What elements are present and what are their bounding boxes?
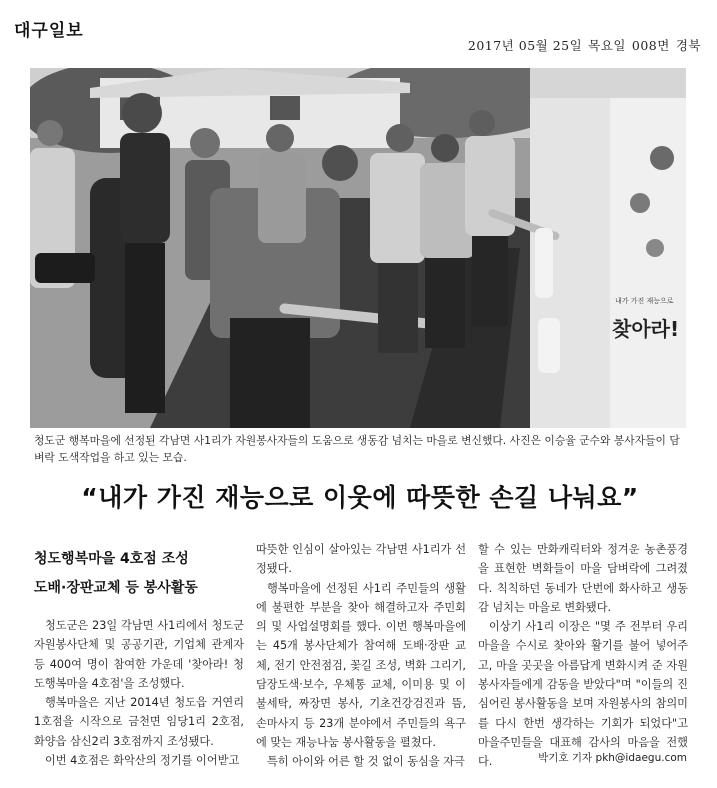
paragraph: 할 수 있는 만화캐릭터와 정겨운 농촌풍경을 표현한 벽화들이 마을 담벼락에 그려졌다. 칙칙하던 동네가 단번에 화사하고 생동감 넘치는 마을로 변화됐다. — [478, 543, 688, 614]
article-column-3 — [478, 540, 688, 772]
article-subhead-2: 도배·장판교체 등 봉사활동 — [34, 580, 198, 596]
photo-illustration — [30, 68, 686, 428]
dateline — [468, 36, 701, 54]
newspaper-name: 대구일보 — [14, 21, 84, 41]
paragraph: 특히 아이와 어른 할 것 없이 동심을 자극 — [267, 755, 465, 769]
wall-mural-caption: 내가 가진 재능으로 — [615, 297, 674, 305]
article-headline: “내가 가진 재능으로 이웃에 따뜻한 손길 나눠요” — [81, 483, 639, 512]
paragraph: 이번 4호점은 화악산의 정기를 이어받고 — [45, 754, 240, 768]
paragraph: 행복마을에 선정된 사1리 주민들의 생활에 불편한 부분을 찾아 해결하고자 주민회의 및 사업설명회를 했다. 이번 행복마을에는 45개 봉사단체가 참여해 도배·장판 교체, 전기 안전점검, 꽃길 조성, 벽화 그리기, 담장도색·보수, 우체통 교체, 이미용 및 이불세탁, 짜장면 봉사, 기초건강검진과 뜸, 손마사지 등 23개 분야에서 주민들의 욕구에 맞는 재능나눔 봉사활동을 펼쳤다. — [256, 581, 466, 749]
section-name: 경북 — [675, 38, 701, 53]
article-column-2 — [256, 540, 466, 772]
photo-caption: 청도군 행복마을에 선정된 각남면 사1리가 자원봉사자들의 도움으로 생동감 넘치는 마을로 변신했다. 사진은 이승율 군수와 봉사자들이 담벼락 도색작업을 하고 있는 모습. — [34, 434, 680, 464]
paragraph: 따뜻한 인심이 살아있는 각남면 사1리가 선정됐다. — [256, 543, 466, 576]
publish-weekday: 목요일 — [588, 38, 626, 53]
page-number: 008면 — [631, 38, 670, 53]
masthead — [0, 0, 717, 52]
article-column-1 — [34, 616, 244, 770]
paragraph: 청도군은 23일 각남면 사1리에서 청도군 자원봉사단체 및 공공기관, 기업체 관계자 등 400여 명이 참여한 가운데 '찾아라! 청도행복마을 4호점'을 조성했다. — [34, 619, 244, 690]
article-photo — [30, 68, 686, 428]
publish-date: 2017년 05월 25일 — [467, 38, 583, 53]
paragraph: 이상기 사1리 이장은 "몇 주 전부터 우리 마을을 수시로 찾아와 활기를 불어 넣어주고, 마을 곳곳을 아름답게 변화시켜 준 자원봉사자들에게 감동을 받았다"며 "이들의 진심어린 봉사활동을 보며 자원봉사의 참의미를 다시 한번 생각하는 기회가 되었다"고 마을주민들을 대표해 감사의 마음을 전했다. — [478, 620, 688, 769]
wall-mural-text: 찾아라! — [612, 317, 680, 341]
reporter-byline: 박기호 기자 pkh@idaegu.com — [538, 752, 687, 764]
article-subhead-1: 청도행복마을 4호점 조성 — [34, 551, 189, 567]
paragraph: 행복마을은 지난 2014년 청도읍 거연리 1호점을 시작으로 금천면 임당1리 2호점, 화양읍 삼신2리 3호점까지 조성됐다. — [34, 696, 244, 748]
